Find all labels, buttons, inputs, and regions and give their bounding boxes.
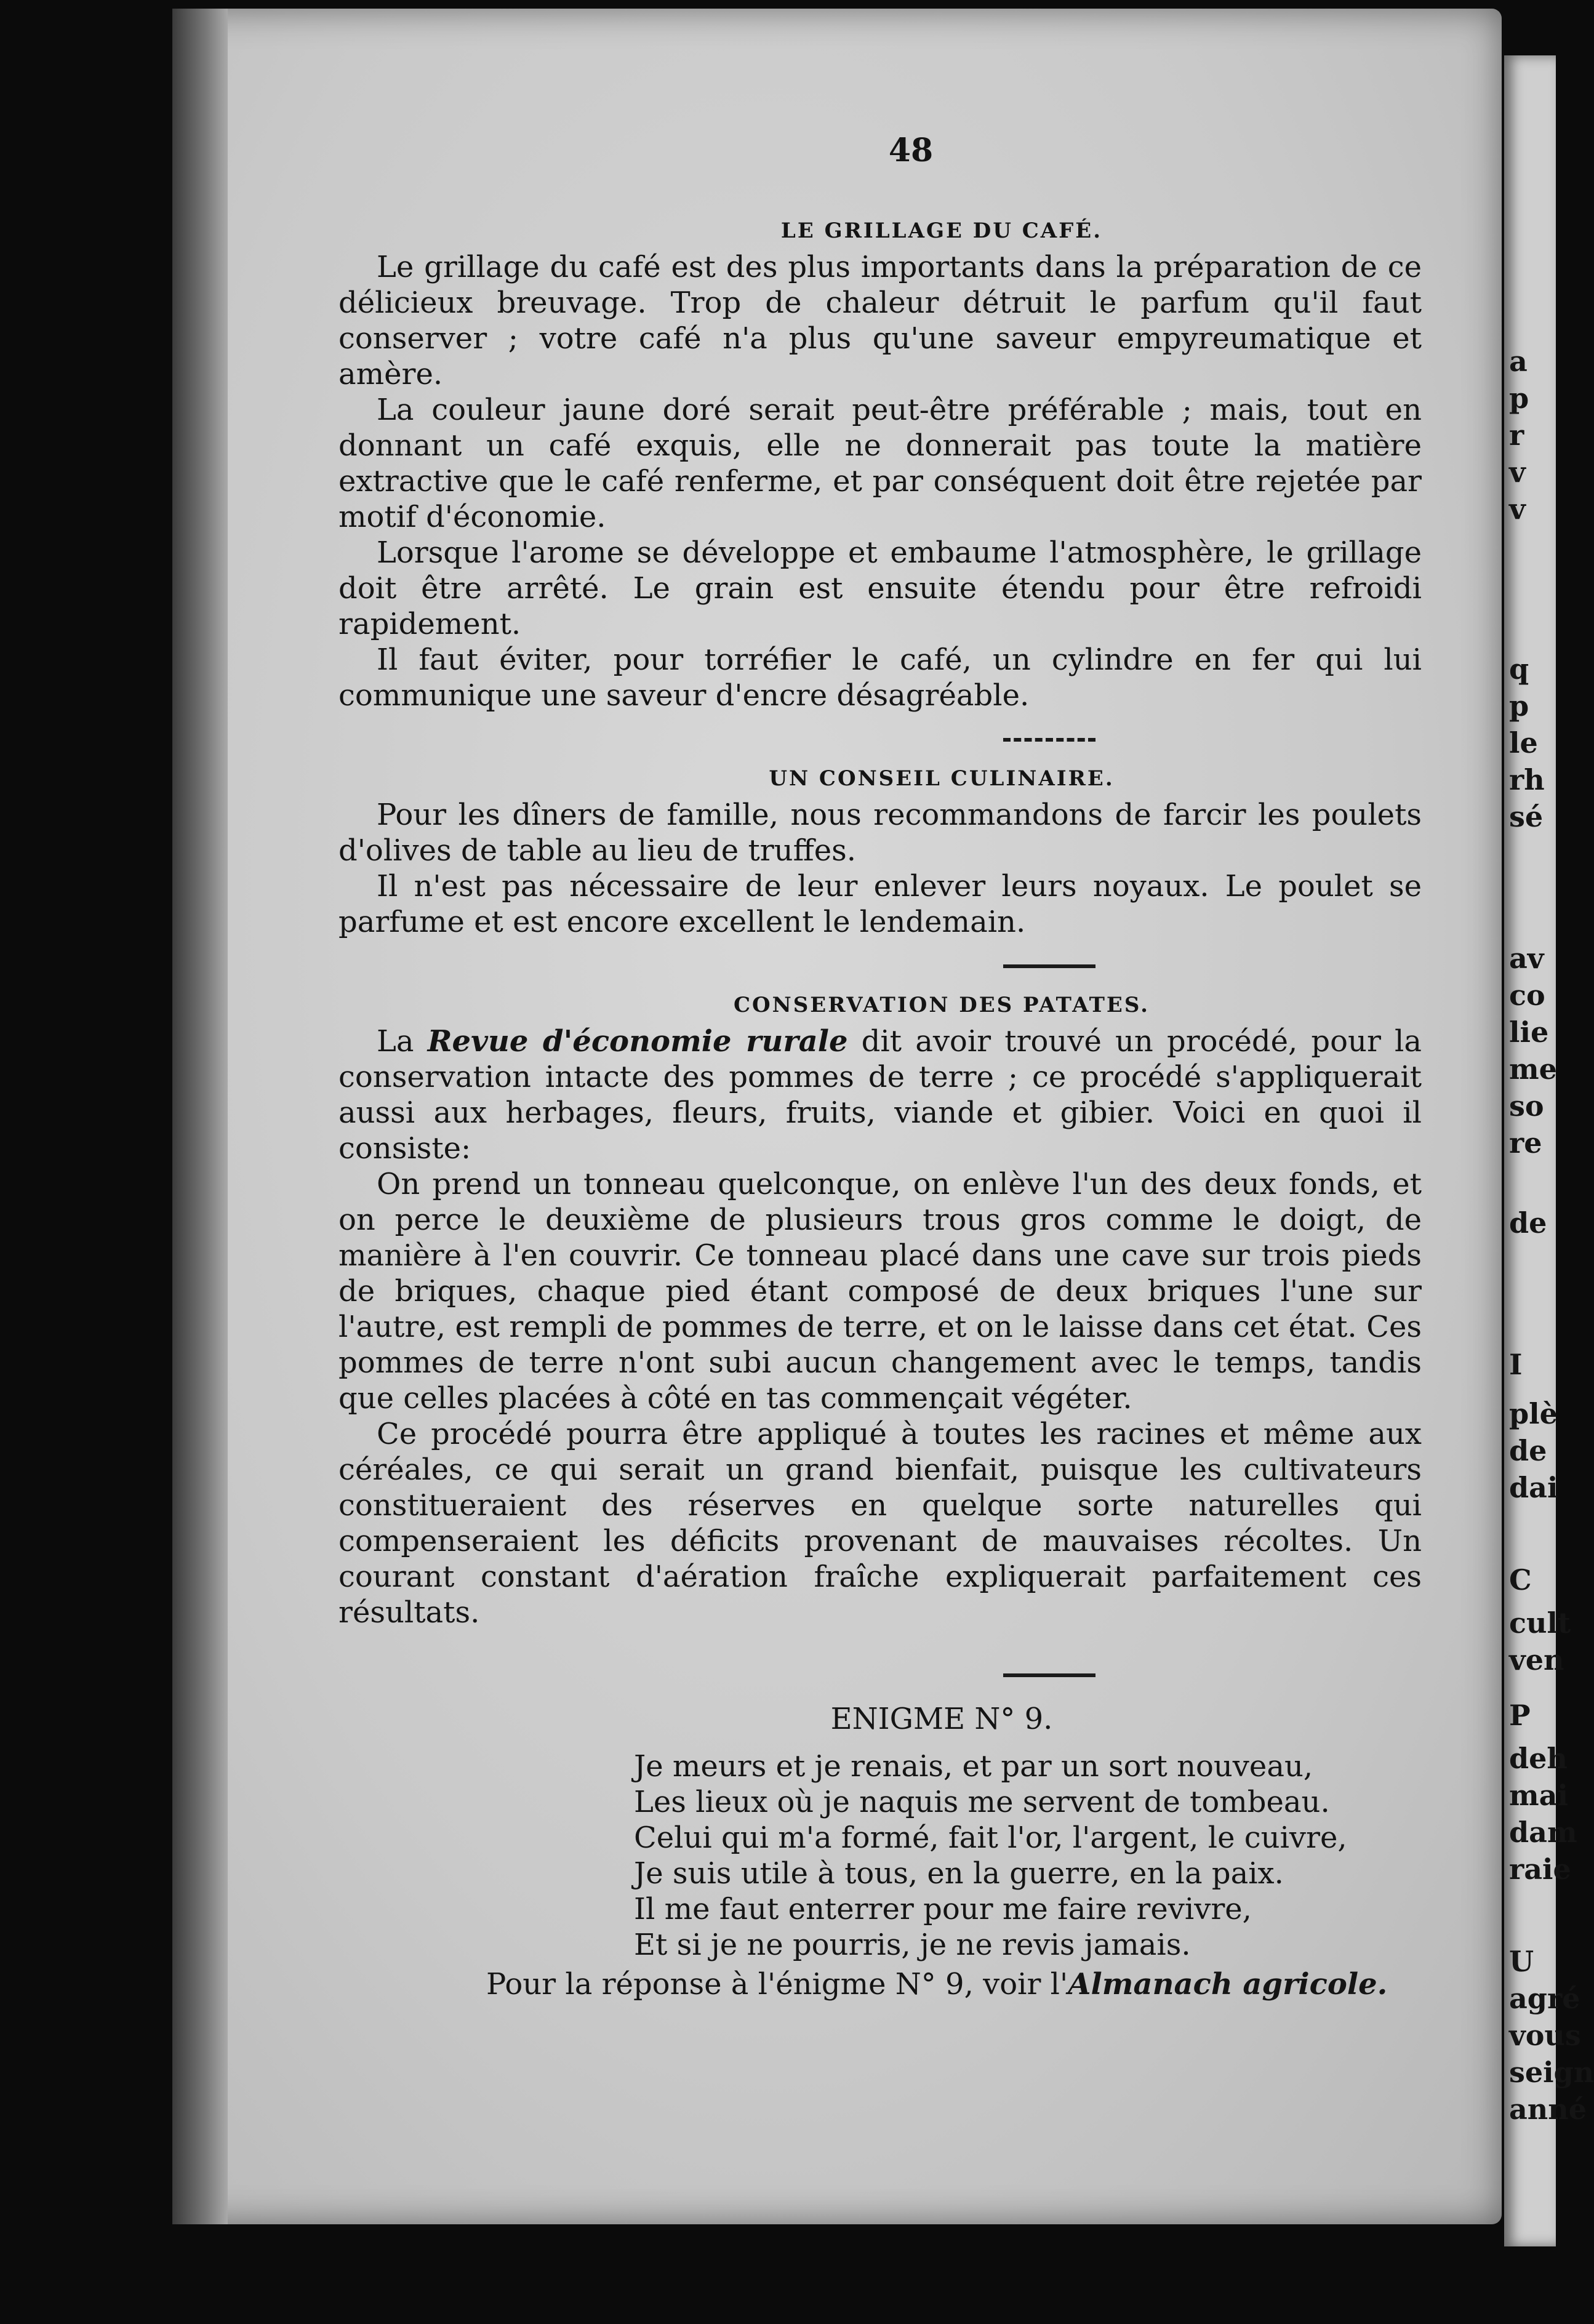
facing-fragment: C — [1509, 1563, 1532, 1597]
section-divider — [1003, 964, 1095, 968]
book-page — [172, 9, 1502, 2224]
verse-line: Et si je ne pourris, je ne revis jamais. — [634, 1928, 1191, 1962]
page-edge — [172, 9, 228, 2224]
facing-fragment: rh — [1509, 763, 1545, 796]
journal-title: Revue d'économie rurale — [427, 1024, 848, 1059]
paragraph: On prend un tonneau quelconque, on enlève l'un des deux fonds, et on perce le deuxième de plusieurs trous gros comme le doigt, de manière à l'en couvrir. Ce tonneau placé dans une cave sur trois pieds de briques, chaque pied étant composé de deux briques l'une sur l'autre, est rempli de pommes de terre, et on le laisse dans cet état. Ces pommes de terre n'ont subi aucun changement avec le temps, tandis que celles placées à côté en tas commençait végéter. — [338, 1167, 1422, 1416]
page-content — [338, 132, 1422, 2002]
facing-fragment: mai — [1509, 1779, 1568, 1812]
facing-fragment: co — [1509, 979, 1545, 1012]
facing-fragment: seign — [1509, 2056, 1594, 2089]
facing-fragment: re — [1509, 1126, 1542, 1160]
facing-fragment: agré — [1509, 1982, 1580, 2015]
verse-line: Les lieux où je naquis me servent de tombeau. — [634, 1785, 1330, 1819]
facing-fragment: me — [1509, 1052, 1557, 1086]
verse-line: Je suis utile à tous, en la guerre, en la paix. — [634, 1856, 1284, 1891]
section-heading-conseil: UN CONSEIL CULINAIRE. — [769, 766, 1115, 791]
facing-fragment: v — [1509, 492, 1526, 526]
facing-fragment: plè — [1509, 1397, 1558, 1430]
section-heading-grillage: LE GRILLAGE DU CAFÉ. — [780, 218, 1103, 243]
facing-fragment: P — [1509, 1699, 1531, 1732]
verse-line: Celui qui m'a formé, fait l'or, l'argent, le cuivre, — [634, 1821, 1347, 1855]
paragraph: Pour les dîners de famille, nous recommandons de farcir les poulets d'olives de table au lieu de truffes. — [338, 798, 1422, 868]
facing-fragment: a — [1509, 345, 1528, 378]
facing-fragment: dai — [1509, 1471, 1558, 1504]
facing-fragment: de — [1509, 1434, 1547, 1467]
facing-fragment: deh — [1509, 1742, 1568, 1775]
facing-fragment: dam — [1509, 1816, 1577, 1849]
section-divider — [1003, 1673, 1095, 1677]
facing-fragment: q — [1509, 652, 1529, 686]
facing-fragment: ven — [1509, 1643, 1564, 1677]
section-heading-patates: CONSERVATION DES PATATES. — [733, 993, 1150, 1017]
facing-page-edge — [1504, 55, 1594, 2246]
facing-fragment: I — [1509, 1348, 1523, 1381]
paragraph: Lorsque l'arome se développe et embaume l'atmosphère, le grillage doit être arrêté. Le grain est ensuite étendu pour être refroidi rapidement. — [338, 535, 1422, 641]
almanach-title: Almanach agricole. — [1068, 1967, 1388, 2001]
paragraph: La couleur jaune doré serait peut-être préférable ; mais, tout en donnant un café exquis, elle ne donnerait pas toute la matière extractive que le café renferme, et par conséquent doit être rejetée par motif d'économie. — [338, 393, 1422, 534]
facing-fragment: sé — [1509, 800, 1544, 833]
verse-line: Je meurs et je renais, et par un sort nouveau, — [634, 1749, 1313, 1784]
riddle-verses — [338, 1749, 1422, 1963]
facing-fragment: p — [1509, 689, 1529, 723]
facing-fragment: anné — [1509, 2093, 1587, 2126]
facing-fragment: le — [1509, 726, 1538, 759]
verse-line: Il me faut enterrer pour me faire revivre, — [634, 1892, 1252, 1926]
intro-text: La — [377, 1024, 428, 1059]
facing-fragment: v — [1509, 455, 1526, 489]
facing-fragment: lie — [1509, 1016, 1549, 1049]
section-divider — [1003, 738, 1095, 742]
facing-fragment: vous — [1509, 2019, 1581, 2052]
facing-fragment: p — [1509, 382, 1529, 415]
paragraph: Il n'est pas nécessaire de leur enlever leurs noyaux. Le poulet se parfume et est encore excellent le lendemain. — [338, 869, 1422, 939]
facing-fragment: so — [1509, 1089, 1544, 1123]
facing-fragment: av — [1509, 942, 1544, 975]
facing-fragment: raie — [1509, 1853, 1571, 1886]
facing-fragment: cult — [1509, 1606, 1571, 1640]
page-number: 48 — [888, 132, 934, 169]
facing-fragment: de — [1509, 1206, 1547, 1240]
intro-text: dit avoir trouvé un procédé, pour la conservation intacte des pommes de terre ; ce procédé s'appliquerait aussi aux herbages, fleurs, fruits, viande et gibier. Voici en quoi il consiste: — [338, 1024, 1422, 1166]
paragraph: Ce procédé pourra être appliqué à toutes les racines et même aux céréales, ce qui serait un grand bienfait, puisque les cultivateurs constitueraient des réserves en quelque sorte naturelles qui compenseraient les déficits provenant de mauvaises récoltes. Un courant constant d'aération fraîche expliquerait parfaitement ces résultats. — [338, 1417, 1422, 1630]
paragraph-intro — [338, 1024, 1422, 1166]
answer-text: Pour la réponse à l'énigme N° 9, voir l' — [486, 1967, 1068, 2001]
riddle-title: ENIGME N° 9. — [830, 1702, 1053, 1736]
paragraph: Le grillage du café est des plus importants dans la préparation de ce délicieux breuvage. Trop de chaleur détruit le parfum qu'il faut conserver ; votre café n'a plus qu'une saveur empyreumatique et amère. — [338, 250, 1422, 391]
paragraph: Il faut éviter, pour torréfier le café, un cylindre en fer qui lui communique une saveur d'encre désagréable. — [338, 643, 1422, 713]
facing-fragment: U — [1509, 1945, 1534, 1978]
riddle-answer-reference — [486, 1966, 1422, 2002]
facing-fragment: r — [1509, 419, 1524, 452]
